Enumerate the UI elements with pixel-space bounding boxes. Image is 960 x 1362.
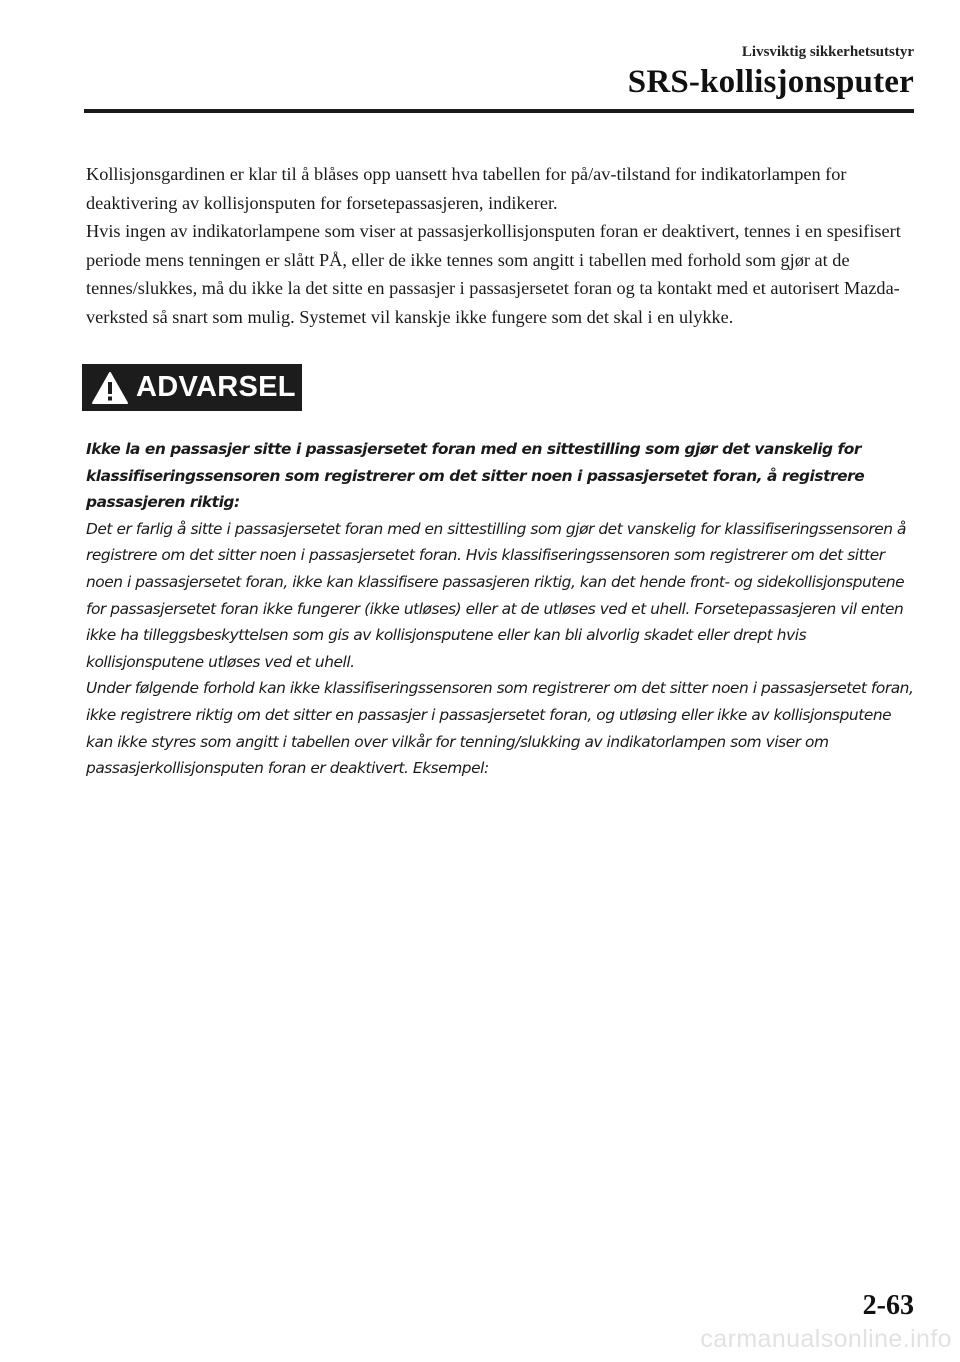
intro-paragraph-1: Kollisjonsgardinen er klar til å blåses opp uansett hva tabellen for på/av-tilstand for indikatorlampen for deaktivering av kollisjonsputen for forsetepassasjeren, indikerer.	[86, 164, 847, 213]
warning-body	[86, 436, 916, 782]
header-rule	[84, 109, 914, 113]
page-number: 2-63	[862, 1290, 914, 1321]
running-header-section: Livsviktig sikkerhetsutstyr	[741, 44, 914, 60]
page-title: SRS-kollisjonsputer	[627, 64, 914, 100]
warning-lead: Ikke la en passasjer sitte i passasjersetet foran med en sittestilling som gjør det vanskelig for klassifiseringssensoren som registrerer om det sitter noen i passasjersetet foran, å registrere passasjeren riktig:	[86, 440, 865, 512]
warning-label: ADVARSEL	[136, 371, 296, 403]
intro-paragraph-2: Hvis ingen av indikatorlampene som viser at passasjerkollisjonsputen foran er deaktivert, tennes i en spesifisert periode mens tenningen er slått PÅ, eller de ikke tennes som angitt i tabellen med forhold som gjør at de tennes/slukkes, må du ikke la det sitte en passasjer i passasjersetet foran og ta kontakt med et autorisert Mazda-verksted så snart som mulig. Systemet vil kanskje ikke fungere som det skal i en ulykke.	[86, 221, 901, 327]
intro-text	[86, 160, 916, 332]
warning-badge	[82, 364, 302, 411]
warning-paragraph-1: Det er farlig å sitte i passasjersetet foran med en sittestilling som gjør det vanskelig for klassifiseringssensoren å registrere om det sitter noen i passasjersetet foran. Hvis klassifiseringssensoren som registrerer om det sitter noen i passasjersetet foran, ikke kan klassifisere passasjeren riktig, kan det hende front- og sidekollisjonsputene for passasjersetet foran ikke fungerer (ikke utløses) eller at de utløses ved et uhell. Forsetepassasjeren vil enten ikke ha tilleggsbeskyttelsen som gis av kollisjonsputene eller kan bli alvorlig skadet eller drept hvis kollisjonsputene utløses ved et uhell.	[86, 519, 906, 671]
warning-paragraph-2: Under følgende forhold kan ikke klassifiseringssensoren som registrerer om det sitter noen i passasjersetet foran, ikke registrere riktig om det sitter en passasjer i passasjersetet foran, og utløsing eller ikke av kollisjonsputene kan ikke styres som angitt i tabellen over vilkår for tenning/slukking av indikatorlampen som viser om passasjerkollisjonsputen foran er deaktivert. Eksempel:	[86, 679, 914, 778]
watermark: carmanualsonline.info	[700, 1325, 952, 1353]
warning-triangle-icon	[90, 370, 130, 406]
